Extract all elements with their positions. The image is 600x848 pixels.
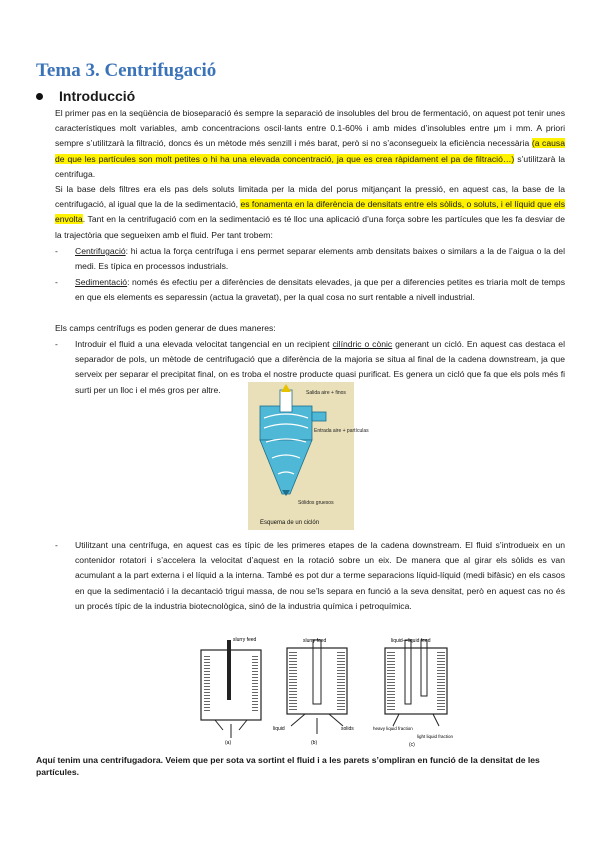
dash-marker: - xyxy=(55,246,58,256)
fig2-b-letter: (b) xyxy=(311,740,318,746)
centrifuge-b xyxy=(273,638,354,746)
fig2-a-letter: (a) xyxy=(225,740,232,746)
centrifuge-c xyxy=(373,638,454,748)
dash-marker: - xyxy=(55,540,58,550)
centrifuge-a xyxy=(201,637,261,746)
fig2-c-letter: (c) xyxy=(409,742,415,748)
bullet-icon xyxy=(36,93,43,100)
text-sedimentacio: : només és efectiu per a diferències de densitats elevades, ja que per a diferencies petites es triaria molt de temps en que els elements es separessin (actua la gravetat), per la qual cosa no surt rentable a nivell industrial. xyxy=(75,277,565,303)
p1-text-c: s’utilitzarà la centrifuga. xyxy=(55,153,566,179)
section-heading xyxy=(36,88,135,104)
label-top: Salida aire + finos xyxy=(306,390,346,396)
p2-text-a: Si la base dels filtres era els pas dels soluts limitada per la mida del porus mitjançant la pressió, en aquest cas, la base de la centrifugació, al igual que la de la sedimentació, xyxy=(55,184,565,210)
p1-text-b: i mm. A priori sempre s’utilitzarà la filtració, doncs és un mètode més senzill i més barat, però si no s’aconsegueix la eficiència necessària xyxy=(55,123,565,149)
cyclone-caption: Esquema de un ciclón xyxy=(260,520,320,526)
label-bottom: Sólidos gruesos xyxy=(298,500,334,506)
cyclone-underline: cilíndric o cònic xyxy=(332,339,393,349)
fig2-b-solids: solids xyxy=(341,726,354,732)
dash-marker: - xyxy=(55,339,58,349)
term-centrifugacio: Centrifugació xyxy=(75,246,126,256)
text-centrifugacio: : hi actua la força centrífuga i ens permet separar elements amb densitats baixes o similars a la de l’aigua o la del medi. Es típica en processos industrials. xyxy=(75,246,565,272)
paragraph-intro xyxy=(55,106,565,182)
paragraph-fields: Els camps centrífugs es poden generar de dues maneres: xyxy=(55,323,276,333)
page-title: Tema 3. Centrifugació xyxy=(36,60,217,81)
figure-caption: Aquí tenim una centrifugadora. Veiem que per sota va sortint el fluid i a les parets s’ompliran en funció de la densitat de les partícules. xyxy=(36,755,540,777)
cyclone-text-b: generant un cicló. En aquest cas destaca el separador de pols, un mètode de centrifugació que a diferència de la majoria se situa al final de la cadena downstream, ja que serveix per separar el precipitat final, on es troba el nostre producte quasi purificat. Es genera un cicló que fa que els pols més fi surti per un lloc i el més gros per altre. xyxy=(75,339,565,395)
cyclone-diagram xyxy=(248,382,369,530)
centrifuge-text: Utilitzant una centrífuga, en aquest cas es típic de les primeres etapes de la cadena downstream. El fluid s’introdueix en un contenidor rotatori i s’accelera la velocitat d’aquest en la rotació sobre un eix. De manera que al girar els sòlids es van acumulant a la part externa i el líquid a la interna. També es pot dur a terme separacions líquid-líquid (medi bifàsic) en els casos en que la sedimentació i la decantació trigui massa, de nou se’ls separa en funció a la seva densitat, però en aquest cas no és un procés típic de la industria biotecnològica, sinó de la industria química i petroquímica. xyxy=(75,540,565,611)
section-heading-text: Introducció xyxy=(59,88,136,104)
p1-text-a: El primer pas en la seqüència de bioseparació és sempre la separació de insolubles del brou de fermentació, on aquest pot tenir unes característiques molt variables, amb concentracions oscil·lants entre 0.1-60% i amb mides d’insolubles entre xyxy=(55,108,565,134)
fig2-a-label: slurry feed xyxy=(233,637,257,643)
paragraph-basis xyxy=(55,182,565,243)
fig2-c-label: liquid—liquid feed xyxy=(391,638,431,644)
cyclone-text-a: Introduir el fluid a una elevada velocitat tangencial en un recipient xyxy=(75,339,333,349)
term-sedimentacio: Sedimentació xyxy=(75,277,128,287)
centrifuge-diagrams xyxy=(195,632,467,748)
cyclone-outlet-pipe xyxy=(280,390,292,412)
label-mid: Entrada aire + partículas xyxy=(314,428,369,434)
p2-text-b: . Tant en la centrifugació com en la sedimentació es té lloc una aplicació d’una força sobre les partícules que les fa desviar de la trajectòria que segueixen amb el fluid. Per tant trobem: xyxy=(55,214,565,240)
fig2-b-liquid: liquid xyxy=(273,726,285,732)
p2-highlight: es fonamenta en la diferència de densitats entre els sòlids, o soluts, i el líquid que els envolta xyxy=(55,199,565,225)
fig2-c-light: light liquid fraction xyxy=(417,734,454,739)
p1-mu: μm xyxy=(493,123,506,134)
dash-marker: - xyxy=(55,277,58,287)
fig2-c-heavy: heavy liquid fraction xyxy=(373,726,413,731)
fig2-b-label: slurry feed xyxy=(303,638,327,644)
p1-highlight: (a causa de que les partícules son molt petites o hi ha una elevada concentració, ja que es crea ràpidament el pa de filtració…) xyxy=(55,138,565,164)
cyclone-inlet-pipe xyxy=(312,412,326,421)
